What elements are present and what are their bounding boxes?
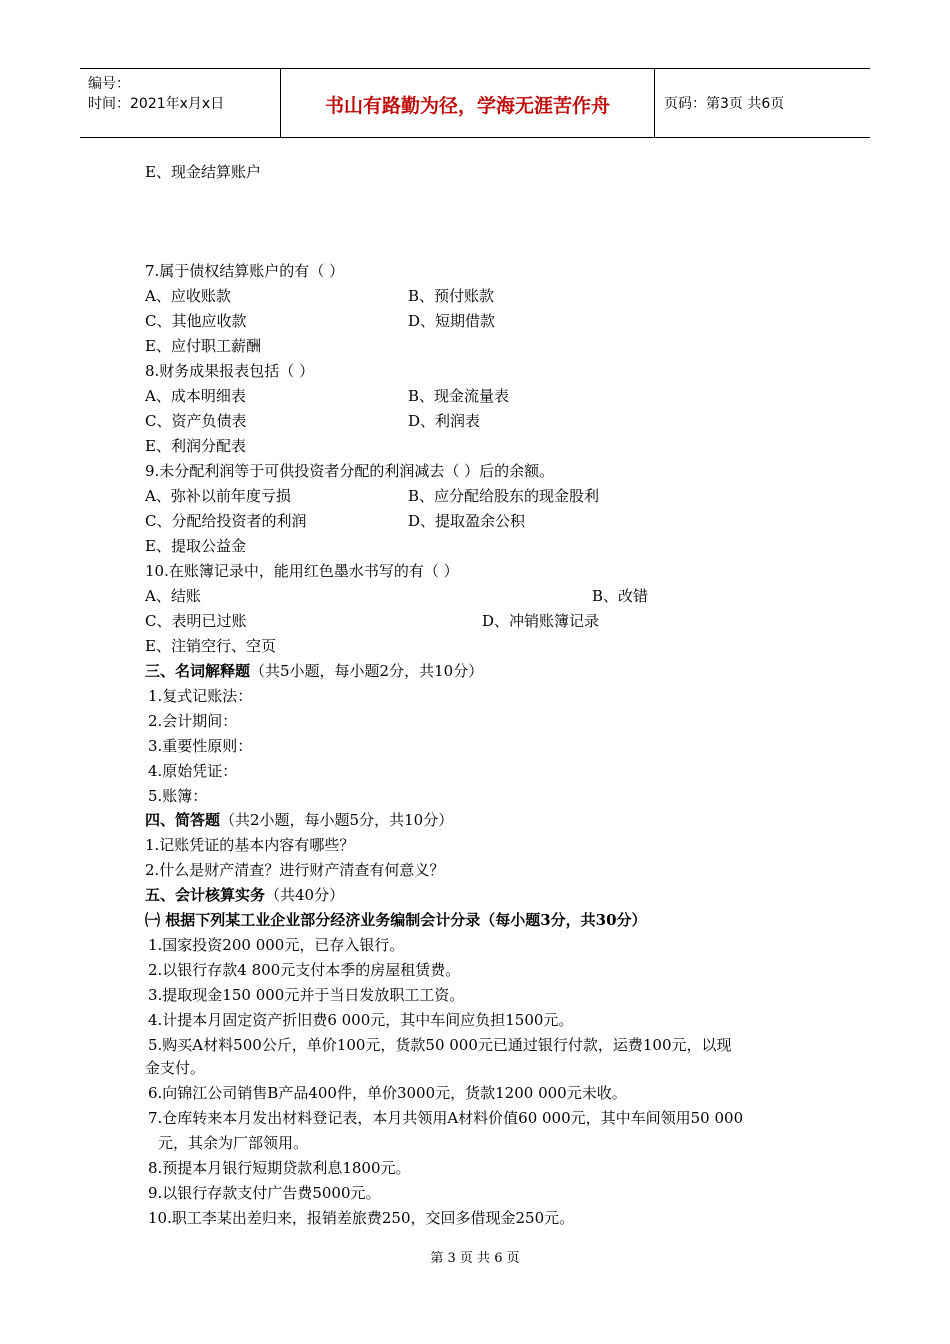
option-line: B、现金流量表 <box>408 387 510 405</box>
option-line: D、提取盈余公积 <box>408 512 526 530</box>
section-title: 五、会计核算实务 <box>145 886 266 904</box>
option-line: E、提取公益金 <box>145 537 246 555</box>
question-line: 5.购买A材料500公斤，单价100元，货款50 000元已通过银行付款，运费100元，以现 <box>148 1036 732 1054</box>
option-line: A、成本明细表 <box>145 387 246 405</box>
option-line: C、其他应收款 <box>145 312 247 330</box>
question-line: 7.仓库转来本月发出材料登记表，本月共领用A材料价值60 000元，其中车间领用50 000 <box>148 1109 744 1127</box>
question-line: 1.记账凭证的基本内容有哪些？ <box>145 836 355 854</box>
question-line: 7.属于债权结算账户的有（ ） <box>145 262 345 280</box>
term-line: 1.复式记账法： <box>148 687 253 705</box>
term-line: 3.重要性原则： <box>148 737 253 755</box>
question-line-continued: 元，其余为厂部领用。 <box>158 1134 309 1152</box>
section-title: 三、名词解释题 <box>145 662 251 680</box>
page-header <box>80 68 870 138</box>
question-line: 6.向锦江公司销售B产品400件，单价3000元，货款1200 000元未收。 <box>148 1084 627 1102</box>
question-line: 10.在账簿记录中，能用红色墨水书写的有（ ） <box>145 562 459 580</box>
page-info: 页码：第3页 共6页 <box>664 96 785 112</box>
option-line: B、改错 <box>592 587 649 605</box>
question-line: 9.未分配利润等于可供投资者分配的利润减去（ ）后的余额。 <box>145 462 555 480</box>
question-line: 8.预提本月银行短期贷款利息1800元。 <box>148 1159 411 1177</box>
subsection-heading: ㈠ 根据下列某工业企业部分经济业务编制会计分录（每小题3分，共30分） <box>145 911 647 929</box>
option-line: A、结账 <box>145 587 201 605</box>
question-line: 3.提取现金150 000元并于当日发放职工工资。 <box>148 986 465 1004</box>
date-label: 时间：2021年x月x日 <box>88 96 225 112</box>
option-line: C、分配给投资者的利润 <box>145 512 307 530</box>
question-line-continued: 金支付。 <box>145 1059 206 1077</box>
option-line: C、表明已过账 <box>145 612 247 630</box>
option-line: D、利润表 <box>408 412 481 430</box>
term-line: 5.账簿： <box>148 787 208 805</box>
question-line: 2.什么是财产清查？进行财产清查有何意义？ <box>145 861 445 879</box>
motto: 书山有路勤为径，学海无涯苦作舟 <box>324 95 610 117</box>
option-line: B、预付账款 <box>408 287 495 305</box>
option-line: E、应付职工薪酬 <box>145 337 261 355</box>
term-line: 2.会计期间： <box>148 712 238 730</box>
question-line: 10.职工李某出差归来，报销差旅费250，交回多借现金250元。 <box>148 1209 575 1227</box>
option-line: E、注销空行、空页 <box>145 637 276 655</box>
number-label: 编号： <box>88 76 130 92</box>
option-line: A、弥补以前年度亏损 <box>145 487 291 505</box>
section-scoring: （共5小题，每小题2分，共10分） <box>250 662 484 680</box>
question-line: 1.国家投资200 000元，已存入银行。 <box>148 936 405 954</box>
question-line: 9.以银行存款支付广告费5000元。 <box>148 1184 381 1202</box>
option-line: E、利润分配表 <box>145 437 246 455</box>
term-line: 4.原始凭证： <box>148 762 238 780</box>
page-footer: 第 3 页 共 6 页 <box>430 1251 520 1266</box>
header-left-cell <box>80 69 280 137</box>
question-line: 2.以银行存款4 800元支付本季的房屋租赁费。 <box>148 961 461 979</box>
option-line: D、短期借款 <box>408 312 496 330</box>
section-heading <box>145 810 453 830</box>
header-motto-cell <box>280 69 655 137</box>
option-line: A、应收账款 <box>145 287 231 305</box>
option-line: D、冲销账簿记录 <box>482 612 600 630</box>
question-line: 4.计提本月固定资产折旧费6 000元，其中车间应负担1500元。 <box>148 1011 574 1029</box>
section-title: 四、简答题 <box>145 811 221 829</box>
option-line: E、现金结算账户 <box>145 163 261 181</box>
option-line: B、应分配给股东的现金股利 <box>408 487 600 505</box>
section-heading <box>145 661 483 681</box>
header-page-cell <box>654 69 870 137</box>
section-scoring: （共40分） <box>265 886 345 904</box>
section-heading <box>145 885 344 905</box>
section-scoring: （共2小题，每小题5分，共10分） <box>220 811 454 829</box>
option-line: C、资产负债表 <box>145 412 247 430</box>
question-line: 8.财务成果报表包括（ ） <box>145 362 315 380</box>
